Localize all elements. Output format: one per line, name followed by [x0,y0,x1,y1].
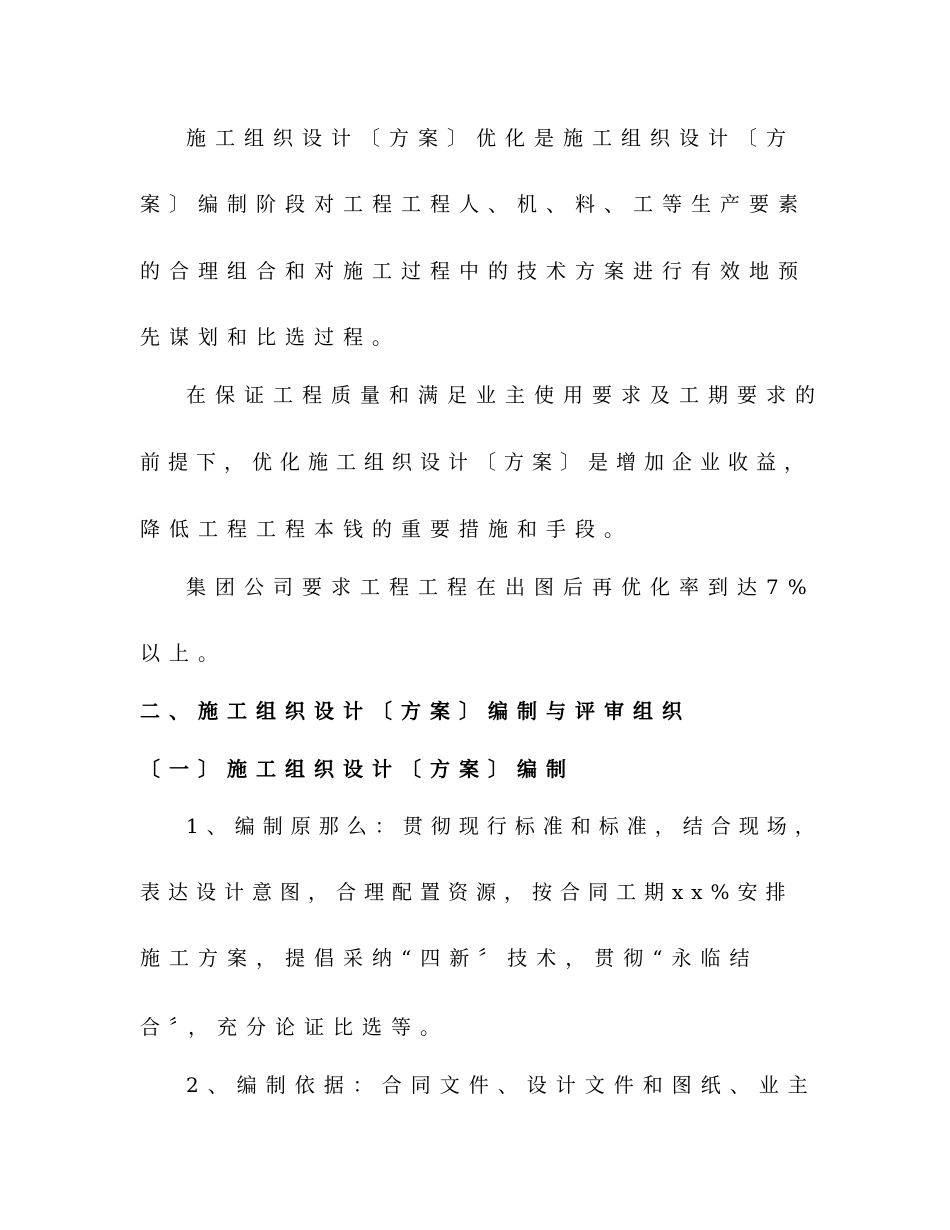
paragraph-1-line-2: 案〕编制阶段对工程工程人、机、料、工等生产要素 [140,192,807,216]
item-1-line-2: 表达设计意图，合理配置资源，按合同工期xx%安排 [140,880,794,904]
item-1-line-4: 合〞，充分论证比选等。 [140,1015,449,1039]
paragraph-1-line-3: 的合理组合和对施工过程中的技术方案进行有效地预 [140,259,807,283]
item-1-line-1: 1、编制原那么：贯彻现行标准和标准，结合现场， [186,814,823,838]
paragraph-1-line-4: 先谋划和比选过程。 [140,325,401,349]
paragraph-2-line-2: 前提下，优化施工组织设计〔方案〕是增加企业收益， [140,450,812,474]
item-1-line-3: 施工方案，提倡采纳“四新〞技术，贯彻“永临结 [140,946,759,970]
paragraph-2-line-1: 在保证工程质量和满足业主使用要求及工期要求的 [186,383,824,407]
item-2-line-1: 2、编制依据：合同文件、设计文件和图纸、业主 [186,1073,817,1097]
paragraph-3-line-2: 以上。 [140,641,227,665]
section-heading: 二、施工组织设计〔方案〕编制与评审组织 [140,699,691,723]
subsection-heading: 〔一〕施工组织设计〔方案〕编制 [140,757,575,781]
paragraph-1-line-1: 施工组织设计〔方案〕优化是施工组织设计〔方 [186,126,795,150]
paragraph-3-line-1: 集团公司要求工程工程在出图后再优化率到达7% [186,575,816,599]
paragraph-2-line-3: 降低工程工程本钱的重要措施和手段。 [140,517,633,541]
